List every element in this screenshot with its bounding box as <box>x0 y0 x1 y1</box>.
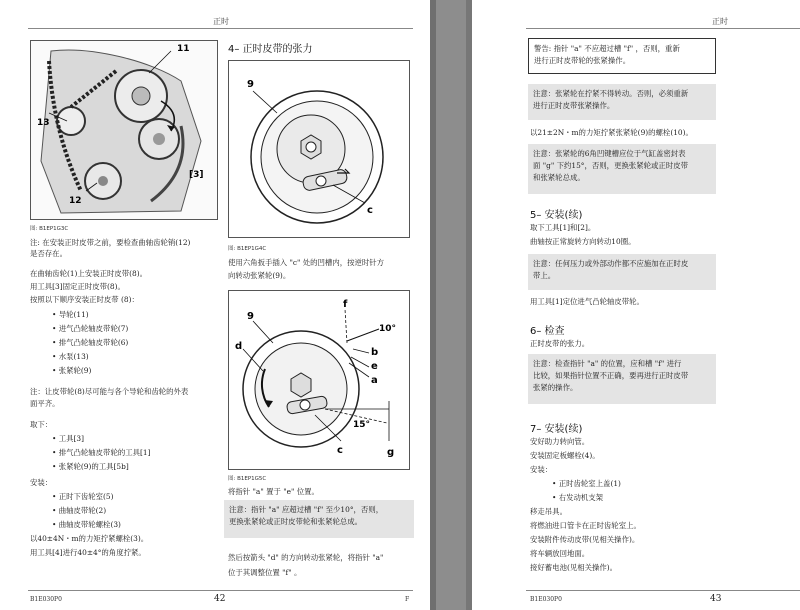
fig3-label-f: f <box>343 299 348 310</box>
list-item: • 曲轴皮带轮螺栓(3) <box>52 520 121 529</box>
fig2-caption: 图: B1EP1G4C <box>228 246 267 252</box>
right-p5-line1: 安好助力转向管。 <box>530 437 590 446</box>
right-note1-line1: 注意：张紧轮在拧紧不得转动。否则，必须重新 <box>533 89 689 98</box>
right-footer-code: B1E030P0 <box>530 596 562 603</box>
footer-rule <box>526 590 800 591</box>
left-p5-line1: 然后按箭头 "d" 的方向转动张紧轮，将指针 "a" <box>228 553 384 562</box>
right-p5-line3: 安装： <box>530 465 553 474</box>
list-item: • 排气凸轮轴皮带轮(6) <box>52 338 129 347</box>
fig3-label-d: d <box>235 341 243 352</box>
left-p2-line1: 以40±4N・m的力矩拧紧螺栓(3)。 <box>30 534 149 543</box>
fig1-label-11: 11 <box>177 44 190 54</box>
fig1-caption: 图: B1EP1G3C <box>30 226 69 232</box>
right-p2-line1: 取下工具[1]和[2]。 <box>530 223 596 232</box>
left-footer-right: F <box>405 596 410 603</box>
list-item: • 右发动机支架 <box>552 493 604 502</box>
left-note3-line1: 注意：指针 "a" 应超过槽 "f" 至少10°，否则， <box>229 505 384 514</box>
list-item: • 排气凸轮轴皮带轮的工具[1] <box>52 448 151 457</box>
section-5-title: 5– 安装(续) <box>530 210 583 221</box>
right-note1-line2: 进行正时皮带张紧操作。 <box>533 101 615 110</box>
tensioner-drawing <box>229 61 409 237</box>
engine-drawing <box>31 41 217 219</box>
left-note1-line2: 是否存在。 <box>30 249 67 258</box>
remove-label: 取下： <box>30 420 53 429</box>
warning-line1: 警告: 指针 "a" 不应超过槽 "f" ，否则，重新 <box>534 44 680 53</box>
right-p5-line2: 安装固定板螺栓(4)。 <box>530 451 600 460</box>
list-item: • 进气凸轮轴皮带轮(7) <box>52 324 129 333</box>
engine-figure <box>30 40 218 220</box>
list-item: • 水泵(13) <box>52 352 89 361</box>
fig3-label-g: g <box>387 447 395 458</box>
fig2-label-9: 9 <box>247 79 254 90</box>
left-note3 <box>224 500 414 538</box>
list-item: • 张紧轮(9)的工具[5b] <box>52 462 129 471</box>
list-item: • 工具[3] <box>52 434 84 443</box>
left-p3-line2: 向转动张紧轮(9)。 <box>228 271 291 280</box>
left-p4: 将指针 "a" 置于 "e" 位置。 <box>228 487 319 496</box>
fig1-label-13: 13 <box>37 118 50 128</box>
list-item: • 正时齿轮室上盖(1) <box>552 479 621 488</box>
fig3-label-e: e <box>371 361 378 372</box>
right-note3-line2: 带上。 <box>533 271 556 280</box>
right-note2-line2: 面 "g" 下约15°，否则，更换张紧轮或正时皮带 <box>533 161 688 170</box>
header-rule <box>28 28 413 29</box>
left-note2-line1: 注：让皮带轮(8)尽可能与各个导轮和齿轮的外表 <box>30 387 189 396</box>
left-p1-line3: 按照以下顺序安装正时皮带 (8)： <box>30 295 139 304</box>
fig3-caption: 图: B1EP1G5C <box>228 476 267 482</box>
fig1-label-12: 12 <box>69 196 82 206</box>
left-footer-code: B1E030P0 <box>30 596 62 603</box>
left-p1-line1: 在曲轴齿轮(1)上安装正时皮带(8)。 <box>30 269 148 278</box>
header-title: 正时 <box>712 17 728 26</box>
warning-line2: 进行正时皮带轮的张紧操作。 <box>534 56 631 65</box>
list-item: • 正时下齿轮室(5) <box>52 492 114 501</box>
right-p4: 正时皮带的张力。 <box>530 339 590 348</box>
right-p1: 以21±2N・m的力矩拧紧张紧轮(9)的螺栓(10)。 <box>530 128 693 137</box>
section-7-title: 7– 安装(续) <box>530 424 583 435</box>
right-p6-line2: 将燃油进口管卡在正时齿轮室上。 <box>530 521 641 530</box>
right-note4-line2: 比较，如果指针位置不正确，要再进行正时皮带 <box>533 371 689 380</box>
left-p3-line1: 使用六角扳手插入 "c" 处的凹槽内，按逆时针方 <box>228 258 385 267</box>
fig3-label-a: a <box>371 375 378 386</box>
right-page <box>472 0 800 610</box>
install-label: 安装： <box>30 478 53 487</box>
left-p1-line2: 用工具[3]固定正时皮带(8)。 <box>30 282 125 291</box>
right-note1 <box>528 84 716 120</box>
right-note2-line1: 注意：张紧轮的6角凹键槽应位于气缸盖密封表 <box>533 149 686 158</box>
pointer-drawing <box>229 291 409 469</box>
pointer-figure <box>228 290 410 470</box>
right-note4-line1: 注意：检查指针 "a" 的位置，应和槽 "f" 进行 <box>533 359 682 368</box>
fig3-label-9: 9 <box>247 311 254 322</box>
right-note2 <box>528 144 716 194</box>
page-gutter <box>430 0 472 610</box>
right-p6-line1: 移走吊具。 <box>530 507 567 516</box>
left-page-number: 42 <box>214 594 226 604</box>
left-note3-line2: 更换张紧轮或正时皮带轮和张紧轮总成。 <box>229 517 363 526</box>
left-note1-line1: 注: 在安装正时皮带之前，要检查曲轴齿轮销(12) <box>30 238 191 247</box>
fig3-label-b: b <box>371 347 379 358</box>
right-note3 <box>528 254 716 290</box>
list-item: • 导轮(11) <box>52 310 89 319</box>
list-item: • 曲轴皮带轮(2) <box>52 506 107 515</box>
right-p2-line2: 曲轴按正常旋转方向转动10圈。 <box>530 237 636 246</box>
list-item: • 张紧轮(9) <box>52 366 92 375</box>
header-rule <box>526 28 800 29</box>
left-p5-line2: 位于其调整位置 "f" 。 <box>228 568 302 577</box>
section-6-title: 6– 检查 <box>530 326 565 337</box>
header-title: 正时 <box>213 17 229 26</box>
right-note4 <box>528 354 716 404</box>
right-p3: 用工具[1]定位进气凸轮轴皮带轮。 <box>530 297 644 306</box>
tensioner-figure <box>228 60 410 238</box>
right-note3-line1: 注意：任何压力或外部动作都不应施加在正时皮 <box>533 259 689 268</box>
right-page-number: 43 <box>710 594 722 604</box>
fig2-label-c: c <box>367 205 373 216</box>
section-4-title: 4– 正时皮带的张力 <box>228 44 313 55</box>
fig1-label-3: [3] <box>189 170 204 180</box>
left-p2-line2: 用工具[4]进行40±4°的角度拧紧。 <box>30 548 146 557</box>
right-warning <box>528 38 716 74</box>
left-note2-line2: 面平齐。 <box>30 399 60 408</box>
right-p6-line5: 接好蓄电池(见相关操作)。 <box>530 563 618 572</box>
fig3-label-c: c <box>337 445 343 456</box>
footer-rule <box>28 590 413 591</box>
right-p6-line4: 将车辆放回地面。 <box>530 549 590 558</box>
right-note2-line3: 和张紧轮总成。 <box>533 173 585 182</box>
fig3-label-10deg: 10° <box>379 324 397 334</box>
right-p6-line3: 安装附件传动皮带(见相关操作)。 <box>530 535 640 544</box>
fig3-label-15deg: 15° <box>353 420 371 430</box>
right-note4-line3: 张紧的操作。 <box>533 383 578 392</box>
